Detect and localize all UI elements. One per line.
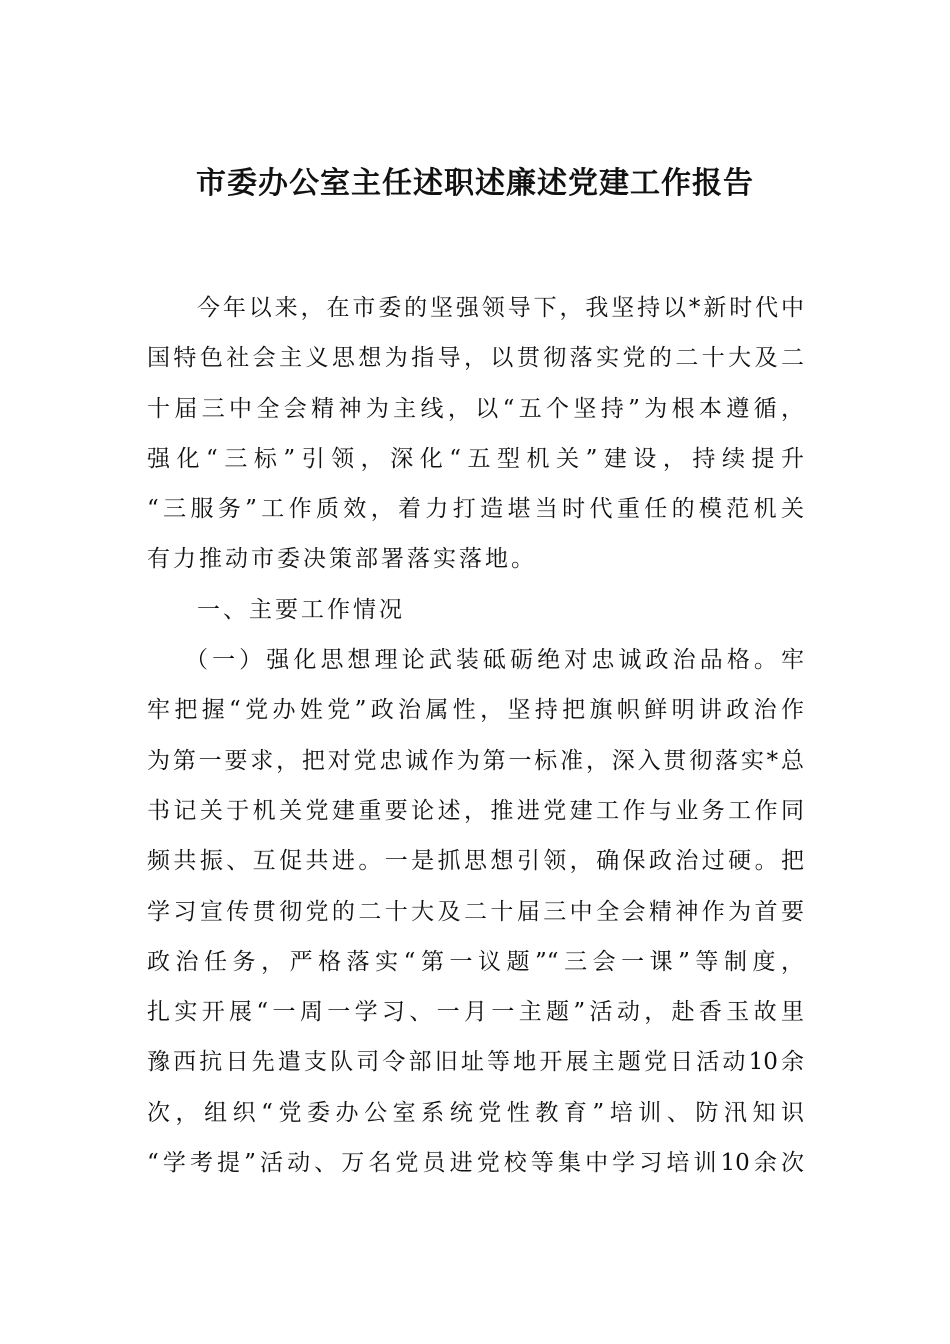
paragraph-line: 有力推动市委决策部署落实落地。 — [147, 546, 537, 573]
paragraph-line: 次，组织“党委办公室系统党性教育”培训、防汛知识 — [147, 1099, 804, 1126]
paragraph-line: 牢把握“党办姓党”政治属性，坚持把旗帜鲜明讲政治作 — [147, 697, 804, 724]
paragraph-line: （一）强化思想理论武装砥砺绝对忠诚政治品格。牢 — [185, 647, 804, 674]
paragraph-line: 扎实开展“一周一学习、一月一主题”活动，赴香玉故里 — [147, 999, 804, 1026]
document-body — [147, 283, 804, 1188]
paragraph-line: 学习宣传贯彻党的二十大及二十届三中全会精神作为首要 — [147, 898, 804, 925]
paragraph-line: “三服务”工作质效，着力打造堪当时代重任的模范机关 — [147, 496, 804, 523]
section-heading: 一、主要工作情况 — [197, 596, 405, 623]
paragraph-line: 书记关于机关党建重要论述，推进党建工作与业务工作同 — [147, 797, 804, 824]
paragraph-line: 频共振、互促共进。一是抓思想引领，确保政治过硬。把 — [147, 848, 804, 875]
paragraph-line: 十届三中全会精神为主线，以“五个坚持”为根本遵循， — [147, 395, 804, 422]
paragraph-line: 国特色社会主义思想为指导，以贯彻落实党的二十大及二 — [147, 345, 804, 372]
paragraph-line: 为第一要求，把对党忠诚作为第一标准，深入贯彻落实*总 — [147, 747, 804, 774]
paragraph-line: 今年以来，在市委的坚强领导下，我坚持以*新时代中 — [197, 295, 804, 321]
paragraph-line: 豫西抗日先遣支队司令部旧址等地开展主题党日活动10余 — [147, 1049, 804, 1076]
document-title: 市委办公室主任述职述廉述党建工作报告 — [196, 166, 754, 201]
paragraph-line: “学考提”活动、万名党员进党校等集中学习培训10余次 — [147, 1150, 804, 1177]
paragraph-line: 政治任务，严格落实“第一议题”“三会一课”等制度， — [147, 948, 804, 975]
paragraph-line: 强化“三标”引领，深化“五型机关”建设，持续提升 — [147, 445, 804, 472]
